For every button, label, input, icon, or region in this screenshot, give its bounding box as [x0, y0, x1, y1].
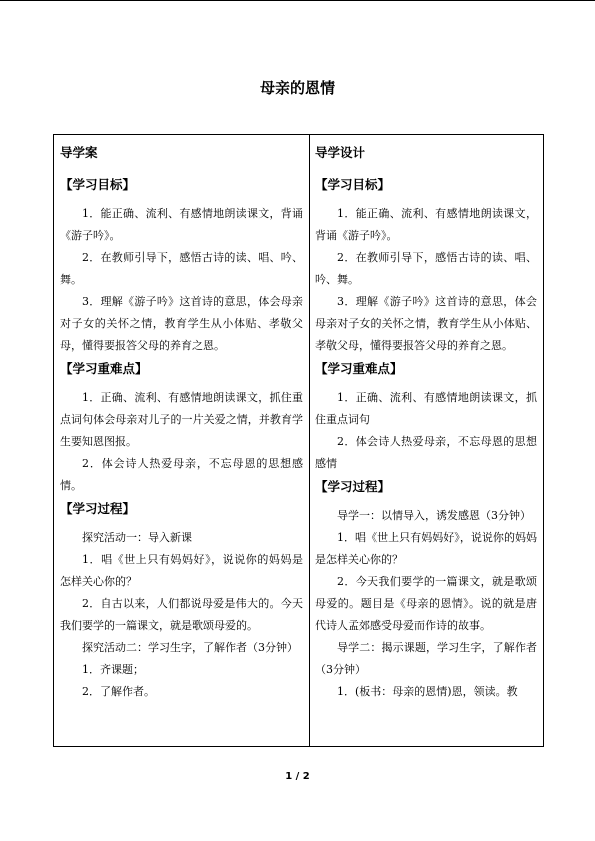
left-paragraph: 探究活动二：学习生字，了解作者（3分钟）: [82, 641, 298, 654]
left-section-title: 【学习过程】: [60, 501, 136, 516]
left-column-heading: 导学案: [60, 145, 98, 160]
left-section-title: 【学习目标】: [60, 177, 136, 192]
right-paragraph: 3．理解《游子吟》这首诗的意思，体会母亲对子女的关怀之情，教育学生从小体贴、孝敬父母，懂得要报答父母的养育之恩。: [315, 295, 537, 352]
left-column: [54, 135, 310, 746]
left-paragraph: 1．正确、流利、有感情地朗读课文，抓住重点词句体会母亲对儿子的一片关爱之情，并教育学生要知恩图报。: [60, 391, 303, 448]
left-paragraph: 2．体会诗人热爱母亲，不忘母恩的思想感情。: [60, 457, 303, 492]
right-section-title: 【学习重难点】: [315, 361, 403, 376]
right-column-heading: 导学设计: [315, 145, 366, 160]
page-title: 母亲的恩情: [259, 79, 335, 97]
right-paragraph: 1．能正确、流利、有感情地朗读课文，背诵《游子吟》。: [315, 207, 537, 242]
right-paragraph: 2．今天我们要学的一篇课文，就是歌颂母爱的。题目是《母亲的恩情》。说的就是唐代诗人孟郊感受母爱而作诗的故事。: [315, 575, 537, 632]
lesson-table: [53, 134, 544, 747]
top-rule: [0, 0, 595, 1]
right-section-title: 【学习目标】: [315, 177, 391, 192]
right-paragraph: 导学一：以情导入，诱发感恩（3分钟）: [337, 509, 531, 522]
right-paragraph: 1．唱《世上只有妈妈好》，说说你的妈妈是怎样关心你的？: [315, 531, 537, 566]
right-paragraph: 2．体会诗人热爱母亲，不忘母恩的思想感情: [315, 435, 537, 470]
left-paragraph: 2．自古以来，人们都说母爱是伟大的。今天我们要学的一篇课文，就是歌颂母爱的。: [60, 597, 303, 632]
right-paragraph: 导学二：揭示课题，学习生字，了解作者（3分钟）: [315, 641, 537, 676]
left-section-title: 【学习重难点】: [60, 361, 148, 376]
left-paragraph: 1．能正确、流利、有感情地朗读课文，背诵《游子吟》。: [60, 207, 303, 242]
right-paragraph: 2．在教师引导下，感悟古诗的读、唱、吟、舞。: [315, 251, 537, 286]
left-paragraph: 2．了解作者。: [82, 685, 155, 698]
page-number: 1 / 2: [285, 771, 310, 782]
right-paragraph: 1．(板书：母亲的恩情)恩，领读。教: [337, 685, 518, 698]
left-paragraph: 1．齐课题；: [82, 663, 144, 676]
right-paragraph: 1．正确、流利、有感情地朗读课文，抓住重点词句: [315, 391, 537, 426]
right-section-title: 【学习过程】: [315, 479, 391, 494]
left-paragraph: 3．理解《游子吟》这首诗的意思，体会母亲对子女的关怀之情，教育学生从小体贴、孝敬父母，懂得要报答父母的养育之恩。: [60, 295, 303, 352]
left-paragraph: 2．在教师引导下，感悟古诗的读、唱、吟、舞。: [60, 251, 303, 286]
left-paragraph: 探究活动一：导入新课: [82, 531, 192, 544]
left-paragraph: 1．唱《世上只有妈妈好》，说说你的妈妈是怎样关心你的？: [60, 553, 303, 588]
right-column: [310, 135, 543, 746]
